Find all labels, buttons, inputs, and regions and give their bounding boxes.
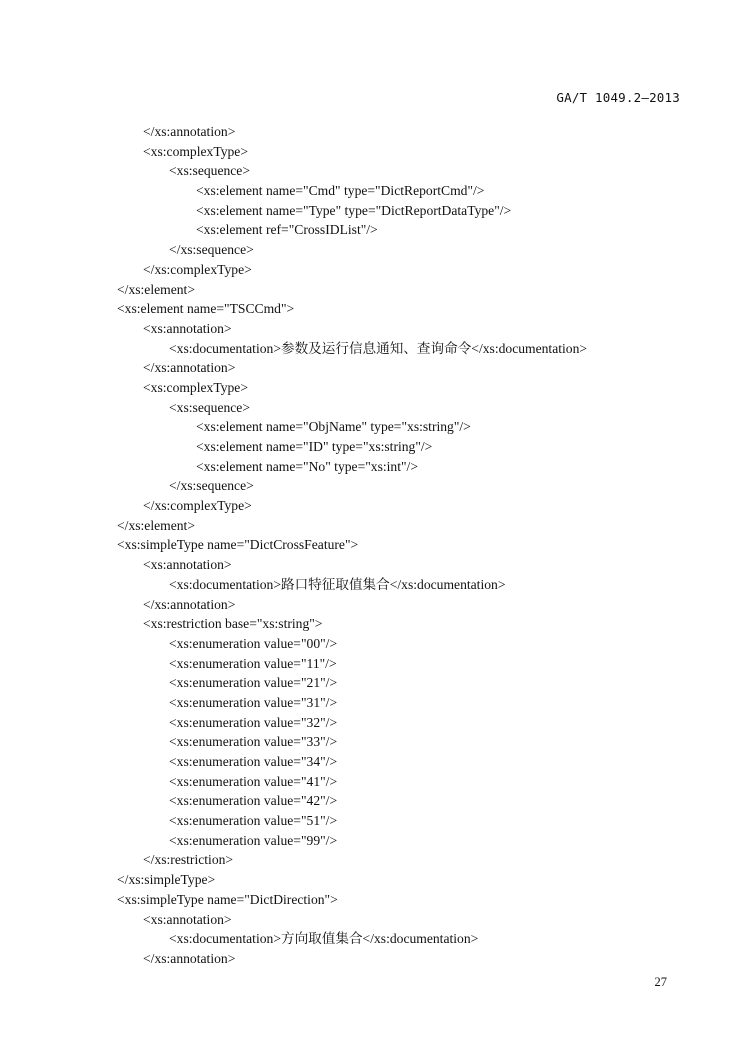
code-line: <xs:restriction base="xs:string">	[143, 616, 323, 632]
code-line: <xs:element name="No" type="xs:int"/>	[196, 458, 418, 474]
code-line: <xs:sequence>	[169, 163, 251, 179]
code-line: </xs:complexType>	[143, 261, 252, 277]
code-line: <xs:annotation>	[143, 911, 232, 927]
code-line: <xs:annotation>	[143, 557, 232, 573]
code-line: <xs:enumeration value="51"/>	[169, 813, 338, 829]
code-line: </xs:annotation>	[143, 124, 236, 139]
page-number: 27	[654, 975, 667, 989]
code-line: <xs:element name="Cmd" type="DictReportCmd"/>	[196, 183, 485, 199]
code-line: <xs:enumeration value="11"/>	[169, 655, 337, 671]
code-line: <xs:documentation>参数及运行信息通知、查询命令</xs:documentation>	[169, 340, 588, 356]
code-line: <xs:enumeration value="34"/>	[169, 754, 338, 769]
code-line: </xs:annotation>	[143, 950, 236, 966]
standard-code-header: GA/T 1049.2—2013	[556, 90, 680, 105]
code-line: <xs:simpleType name="DictCrossFeature">	[117, 537, 359, 553]
code-line: <xs:element name="ID" type="xs:string"/>	[196, 439, 433, 454]
code-line: <xs:complexType>	[143, 143, 248, 159]
code-line: <xs:annotation>	[143, 320, 232, 336]
code-line: </xs:annotation>	[143, 360, 236, 376]
code-line: <xs:enumeration value="33"/>	[169, 734, 338, 750]
code-line: </xs:annotation>	[143, 596, 236, 612]
code-line: <xs:simpleType name="DictDirection">	[117, 891, 338, 907]
code-line: <xs:documentation>方向取值集合</xs:documentation>	[169, 931, 479, 947]
code-line: <xs:enumeration value="99"/>	[169, 832, 338, 848]
code-line: <xs:enumeration value="41"/>	[169, 773, 338, 789]
code-line: <xs:enumeration value="42"/>	[169, 793, 338, 809]
code-line: <xs:enumeration value="00"/>	[169, 635, 338, 651]
code-line: <xs:enumeration value="21"/>	[169, 675, 338, 691]
code-line: <xs:enumeration value="32"/>	[169, 714, 338, 730]
code-line: <xs:element name="Type" type="DictReportDataType"/>	[196, 202, 512, 218]
code-line: <xs:element name="TSCCmd">	[117, 301, 295, 317]
code-line: <xs:element ref="CrossIDList"/>	[196, 222, 378, 238]
code-line: </xs:element>	[117, 517, 195, 533]
code-line: </xs:complexType>	[143, 498, 252, 514]
code-line: </xs:simpleType>	[117, 872, 216, 888]
code-line: </xs:restriction>	[143, 852, 234, 868]
code-line: </xs:sequence>	[169, 242, 254, 258]
code-line: </xs:sequence>	[169, 478, 254, 494]
code-line: <xs:sequence>	[169, 399, 251, 415]
xml-schema-code-block	[117, 122, 717, 969]
code-line: </xs:element>	[117, 281, 195, 297]
code-line: <xs:complexType>	[143, 379, 248, 395]
code-line: <xs:element name="ObjName" type="xs:string"/>	[196, 419, 471, 435]
code-line: <xs:enumeration value="31"/>	[169, 694, 338, 710]
code-line: <xs:documentation>路口特征取值集合</xs:documentation>	[169, 576, 506, 592]
